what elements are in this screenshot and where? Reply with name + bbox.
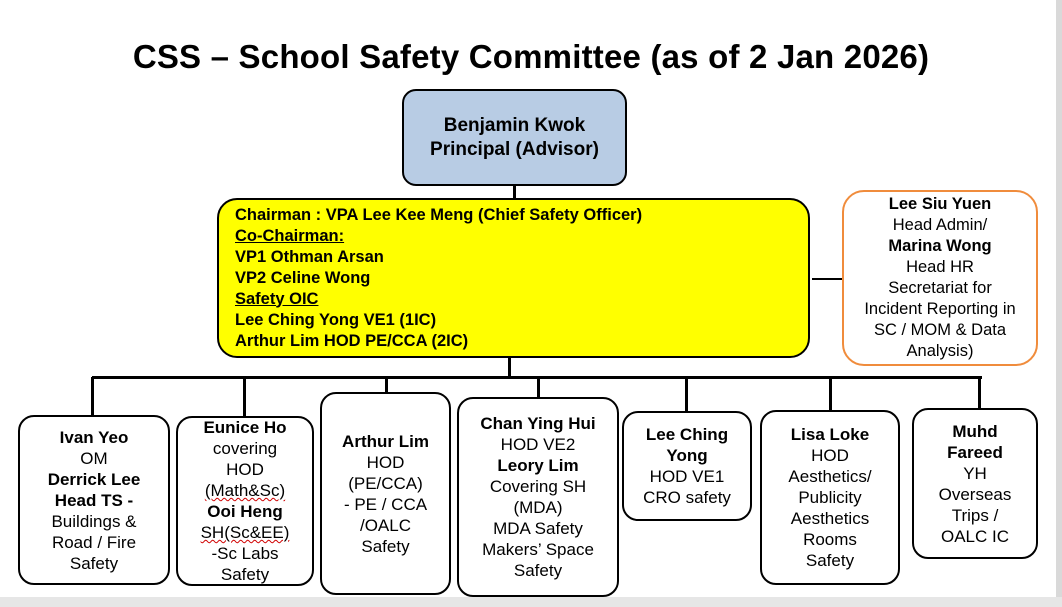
member-line: OALC IC — [940, 526, 1010, 546]
member-line: Derrick Lee — [47, 469, 141, 489]
connector-drop-1 — [91, 377, 94, 416]
connector-drop-5 — [685, 377, 688, 412]
member-box-arthur-lim — [320, 392, 451, 595]
secretariat-desc-1: Secretariat for — [888, 279, 992, 297]
member-line: HOD VE2 — [500, 435, 576, 454]
member-line: /OALC — [359, 515, 412, 535]
connector-drop-3 — [385, 377, 388, 393]
member-line: Safety — [361, 536, 410, 556]
member-line: Ooi Heng — [207, 502, 283, 521]
vp1-line: VP1 Othman Arsan — [235, 247, 384, 266]
member-line: Safety — [805, 551, 855, 570]
member-line: Eunice Ho — [203, 418, 287, 437]
member-line: Trips / — [951, 505, 999, 525]
member-box-chan-ying-hui — [457, 397, 619, 597]
connector-drop-6 — [829, 377, 832, 411]
secretariat-role-1: Head Admin/ — [892, 216, 988, 234]
secretariat-box — [842, 190, 1038, 366]
secretariat-name-2: Marina Wong — [888, 237, 992, 255]
member-line: Safety — [513, 561, 563, 580]
member-line: Covering SH — [489, 477, 587, 496]
connector-chair-secretariat — [812, 278, 842, 280]
chairman-line: Chairman : VPA Lee Kee Meng (Chief Safety Officer) — [235, 205, 643, 224]
member-line: HOD — [811, 446, 849, 465]
member-line: Makers’ Space — [482, 540, 594, 559]
connector-chair-bus — [508, 357, 511, 377]
principal-box — [402, 89, 627, 186]
member-line: - PE / CCA — [343, 494, 428, 514]
member-line: HOD — [366, 452, 405, 472]
member-line: YH — [963, 463, 987, 483]
member-line: Lee Ching — [645, 425, 729, 444]
member-line: (MDA) — [513, 498, 563, 517]
member-line: Aesthetics — [790, 509, 870, 528]
member-line: Chan Ying Hui — [480, 414, 596, 433]
member-line: Buildings & — [51, 511, 137, 531]
member-line: (Math&Sc) — [204, 481, 286, 500]
vp2-line: VP2 Celine Wong — [235, 268, 371, 287]
secretariat-role-2: Head HR — [906, 258, 974, 276]
member-line: CRO safety — [643, 488, 731, 507]
member-line: -Sc Labs — [211, 544, 279, 563]
member-line: (PE/CCA) — [348, 473, 423, 493]
principal-role: Principal (Advisor) — [430, 138, 599, 160]
member-line: HOD VE1 — [649, 467, 725, 486]
secretariat-desc-3: SC / MOM & Data — [873, 321, 1007, 339]
member-line: Aesthetics/ — [788, 467, 872, 486]
window-frame-right — [1056, 0, 1062, 607]
co-chairman-heading: Co-Chairman: — [235, 226, 345, 245]
member-line: Yong — [666, 446, 708, 465]
window-frame-bottom — [0, 597, 1062, 607]
member-box-ivan-yeo — [18, 415, 170, 585]
member-line: MDA Safety — [493, 519, 583, 538]
member-line: Road / Fire — [51, 532, 137, 552]
member-line: Head TS - — [54, 490, 134, 510]
safety-oic-heading: Safety OIC — [235, 289, 319, 308]
member-line: Overseas — [938, 484, 1012, 504]
connector-drop-4 — [537, 377, 540, 398]
oic-1ic-line: Lee Ching Yong VE1 (1IC) — [235, 310, 437, 329]
member-line: Rooms — [803, 530, 857, 549]
member-line: Muhd — [952, 421, 998, 441]
principal-name: Benjamin Kwok — [443, 114, 586, 136]
member-line: HOD — [226, 460, 264, 479]
secretariat-desc-4: Analysis) — [906, 342, 974, 360]
member-line: Publicity — [798, 488, 862, 507]
member-box-muhd-fareed — [912, 408, 1038, 559]
member-line: OM — [80, 448, 108, 468]
secretariat-name-1: Lee Siu Yuen — [888, 195, 992, 213]
member-line: Safety — [220, 565, 270, 584]
member-line: covering — [212, 439, 278, 458]
secretariat-desc-2: Incident Reporting in — [864, 300, 1016, 318]
member-line: Fareed — [947, 442, 1003, 462]
oic-2ic-line: Arthur Lim HOD PE/CCA (2IC) — [235, 331, 469, 350]
connector-drop-7 — [978, 377, 981, 409]
committee-box — [217, 198, 810, 358]
member-box-eunice-ho — [176, 416, 314, 586]
connector-drop-2 — [243, 377, 246, 417]
member-line: Safety — [69, 553, 119, 573]
page-title: CSS – School Safety Committee (as of 2 Jan 2026) — [132, 38, 930, 75]
member-line: Ivan Yeo — [59, 427, 129, 447]
member-line: SH(Sc&EE) — [200, 523, 290, 542]
member-line: Leory Lim — [497, 456, 579, 475]
member-line: Lisa Loke — [790, 425, 870, 444]
member-box-lee-ching-yong — [622, 411, 752, 521]
member-line: Arthur Lim — [342, 431, 429, 451]
member-box-lisa-loke — [760, 410, 900, 585]
